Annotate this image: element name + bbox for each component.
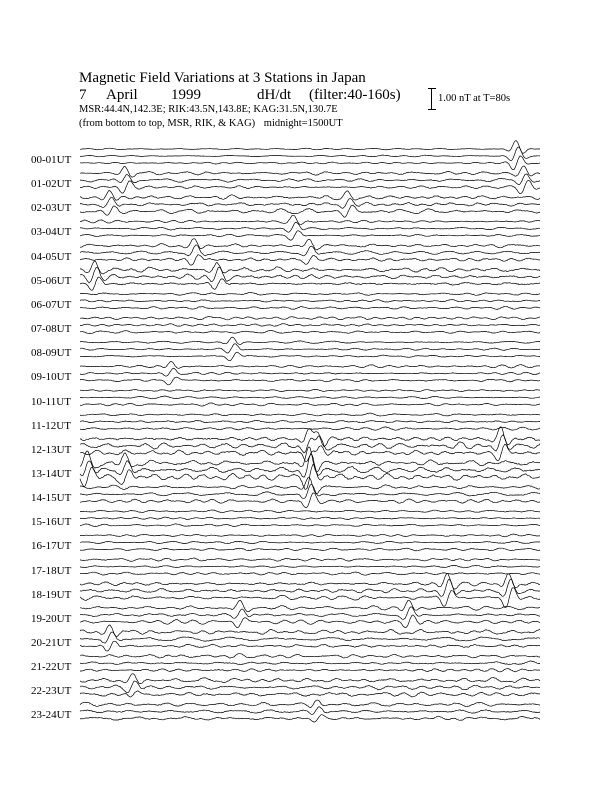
trace-19-20UT-MSR (80, 615, 540, 628)
trace-12-13UT-RIK (80, 435, 540, 453)
trace-13-14UT-KAG (80, 447, 540, 472)
trace-02-03UT-RIK (80, 197, 540, 208)
row-label-00-01UT: 00-01UT (31, 154, 72, 166)
trace-01-02UT-RIK (80, 174, 540, 185)
row-label-17-18UT: 17-18UT (31, 564, 72, 577)
row-label-20-21UT: 20-21UT (31, 637, 72, 649)
trace-10-11UT-KAG (80, 389, 540, 391)
trace-03-04UT-KAG (80, 215, 540, 224)
trace-08-09UT-RIK (80, 344, 540, 353)
row-label-07-08UT: 07-08UT (31, 323, 72, 336)
trace-20-21UT-MSR (80, 641, 540, 651)
row-label-15-16UT: 15-16UT (31, 516, 72, 529)
row-label-11-12UT: 11-12UT (31, 419, 71, 432)
trace-06-07UT-KAG (80, 292, 540, 295)
trace-15-16UT-RIK (80, 517, 540, 519)
trace-07-08UT-MSR (80, 330, 540, 333)
trace-23-24UT-KAG (80, 700, 540, 708)
filter-label: (filter:40-160s) (309, 87, 401, 103)
trace-18-19UT-RIK (80, 579, 540, 596)
chart-title: Magnetic Field Variations at 3 Stations in Japan (79, 70, 366, 86)
row-label-13-14UT: 13-14UT (31, 467, 72, 480)
trace-04-05UT-MSR (80, 255, 540, 265)
trace-08-09UT-MSR (80, 352, 540, 361)
row-label-09-10UT: 09-10UT (31, 371, 72, 384)
trace-00-01UT-KAG (80, 141, 540, 154)
trace-09-10UT-MSR (80, 377, 540, 385)
trace-06-07UT-RIK (80, 300, 540, 303)
scale-bar-icon (428, 88, 436, 110)
trace-20-21UT-KAG (80, 625, 540, 637)
row-label-19-20UT: 19-20UT (31, 612, 72, 625)
month-label: April (106, 87, 138, 103)
trace-02-03UT-KAG (80, 190, 540, 200)
row-label-21-22UT: 21-22UT (31, 661, 72, 674)
order-note: (from bottom to top, MSR, RIK, & KAG) (79, 118, 256, 129)
trace-05-06UT-MSR (80, 277, 540, 290)
stations-label: MSR:44.4N,142.3E; RIK:43.5N,143.8E; KAG:31.5N,130.7E (79, 104, 338, 115)
trace-02-03UT-MSR (80, 205, 540, 217)
row-label-22-23UT: 22-23UT (31, 685, 72, 698)
year-label: 1999 (171, 87, 201, 103)
trace-03-04UT-RIK (80, 222, 540, 232)
trace-05-06UT-KAG (80, 261, 540, 274)
trace-00-01UT-MSR (80, 156, 540, 170)
row-label-14-15UT: 14-15UT (31, 492, 72, 505)
trace-18-19UT-KAG (80, 573, 540, 589)
trace-09-10UT-KAG (80, 361, 540, 368)
trace-19-20UT-RIK (80, 607, 540, 620)
trace-14-15UT-RIK (80, 484, 540, 498)
trace-14-15UT-MSR (80, 493, 540, 508)
trace-22-23UT-KAG (80, 674, 540, 684)
trace-17-18UT-MSR (80, 572, 540, 575)
trace-21-22UT-MSR (80, 668, 540, 671)
trace-22-23UT-MSR (80, 691, 540, 697)
trace-17-18UT-RIK (80, 565, 540, 568)
row-label-03-04UT: 03-04UT (31, 226, 72, 239)
trace-04-05UT-RIK (80, 245, 540, 256)
row-label-23-24UT: 23-24UT (31, 709, 72, 722)
row-label-12-13UT: 12-13UT (31, 443, 72, 456)
trace-21-22UT-RIK (80, 661, 540, 665)
trace-16-17UT-MSR (80, 548, 540, 551)
row-label-06-07UT: 06-07UT (31, 298, 72, 311)
scale-label: 1.00 nT at T=80s (438, 93, 511, 104)
row-label-02-03UT: 02-03UT (31, 202, 72, 215)
quantity-label: dH/dt (257, 87, 292, 103)
day-label: 7 (79, 87, 87, 103)
trace-12-13UT-KAG (80, 427, 540, 447)
trace-21-22UT-KAG (80, 654, 540, 658)
trace-03-04UT-MSR (80, 231, 540, 241)
row-label-05-06UT: 05-06UT (31, 274, 72, 287)
order-and-midnight (79, 118, 343, 129)
midnight-note: midnight=1500UT (263, 118, 343, 129)
trace-04-05UT-KAG (80, 239, 540, 250)
trace-09-10UT-RIK (80, 368, 540, 376)
row-label-10-11UT: 10-11UT (31, 395, 71, 408)
trace-11-12UT-KAG (80, 413, 540, 416)
trace-06-07UT-MSR (80, 306, 540, 309)
row-label-04-05UT: 04-05UT (31, 250, 72, 263)
row-label-01-02UT: 01-02UT (31, 178, 72, 191)
trace-01-02UT-KAG (80, 166, 540, 177)
trace-22-23UT-RIK (80, 681, 540, 693)
trace-08-09UT-KAG (80, 337, 540, 344)
row-label-18-19UT: 18-19UT (31, 588, 72, 601)
trace-16-17UT-KAG (80, 534, 540, 537)
row-label-16-17UT: 16-17UT (31, 540, 72, 553)
row-label-08-09UT: 08-09UT (31, 347, 72, 360)
trace-19-20UT-KAG (80, 600, 540, 611)
